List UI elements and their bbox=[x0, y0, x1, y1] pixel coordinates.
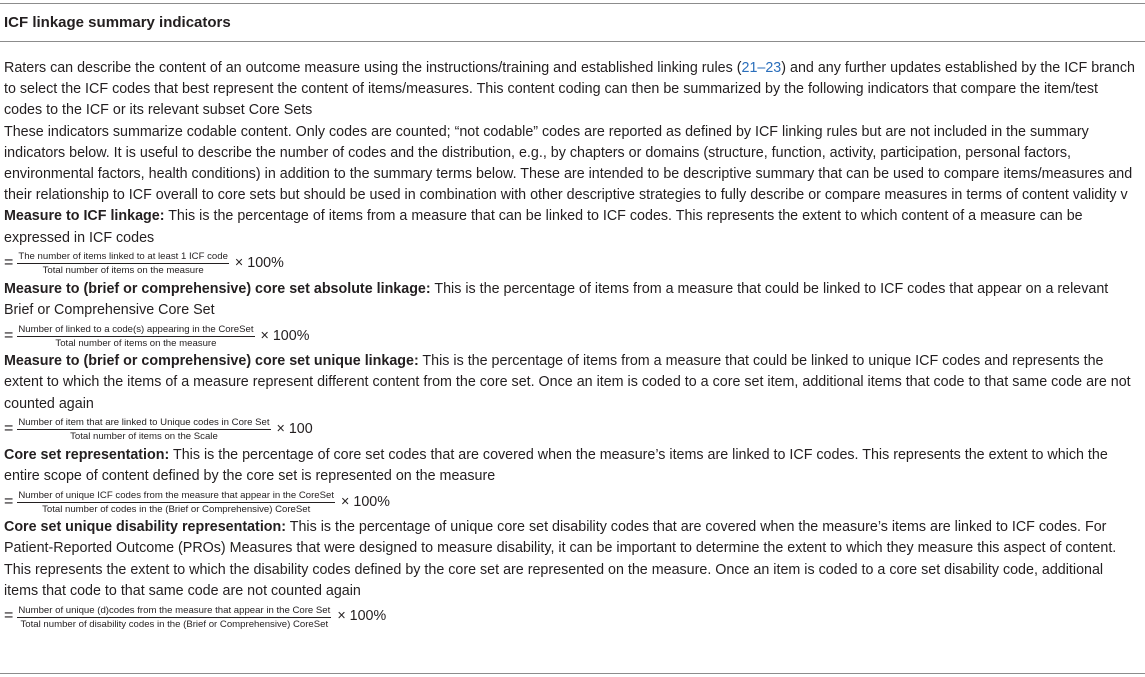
indicator-definition bbox=[4, 206, 1136, 248]
indicator-description: This is the percentage of core set codes that are covered when the measure’s items are linked to ICF codes. This represents the extent to which the entire scope of content defined by the core set is represented on the measure bbox=[4, 446, 1108, 485]
table-body bbox=[4, 58, 1136, 632]
fraction bbox=[17, 417, 270, 442]
equals-sign: = bbox=[4, 492, 14, 510]
indicator-definition bbox=[4, 279, 1136, 321]
fraction-numerator: Number of unique ICF codes from the measure that appear in the CoreSet bbox=[18, 489, 335, 501]
indicator-description: This is the percentage of items from a measure that can be linked to ICF codes. This represents the extent to which content of a measure can be expressed in ICF codes bbox=[4, 208, 1083, 246]
indicator-description: This is the percentage of items from a measure that could be linked to ICF codes that appear on a relevant Brief or Comprehensive Core Set bbox=[4, 280, 1109, 319]
indicator-formula bbox=[4, 487, 1136, 517]
fraction bbox=[17, 251, 229, 276]
header-rule bbox=[0, 41, 1145, 42]
indicator-term: Measure to (brief or comprehensive) core set absolute linkage: bbox=[4, 280, 431, 297]
indicator-formula bbox=[4, 321, 1136, 351]
fraction-denominator: Total number of codes in the (Brief or Comprehensive) CoreSet bbox=[42, 503, 311, 515]
indicator-definition bbox=[4, 445, 1136, 487]
fraction-numerator: Number of item that are linked to Unique codes in Core Set bbox=[18, 417, 270, 429]
intro-text-cont: ) and any further updates established by the ICF branch to select the ICF codes that best represent the content of items/measures. This content coding can then be summarized by the following indicators that compare the item/test codes to the ICF or its relevant subset Core Sets bbox=[4, 60, 1135, 119]
indicator-definition bbox=[4, 351, 1136, 415]
indicator-description: This is the percentage of unique core set disability codes that are covered when the measure’s items are linked to ICF codes. For Patient-Reported Outcome (PROs) Measures that were designed to measure disability, it can be important to determine the extent to which they measure this aspect of content. This represents the extent to which the disability codes defined by the core set are represented on the measure. Once an item is coded to a core set disability code, additional items that code to that same code are not counted again bbox=[4, 519, 1117, 599]
fraction-numerator: Number of unique (d)codes from the measure that appear in the Core Set bbox=[18, 604, 331, 616]
fraction bbox=[17, 490, 335, 515]
indicator-description: This is the percentage of items from a measure that could be linked to unique ICF codes and represents the extent to which the items of a measure represent different content from the core set. Once an item is coded to a core set item, additional items that code to that same code are not counted again bbox=[4, 353, 1131, 412]
indicator-formula bbox=[4, 415, 1136, 445]
fraction-denominator: Total number of items on the Scale bbox=[70, 431, 218, 443]
equals-sign: = bbox=[4, 326, 14, 344]
multiplier: × 100% bbox=[260, 327, 310, 344]
fraction-denominator: Total number of items on the measure bbox=[55, 337, 217, 349]
multiplier: × 100% bbox=[234, 255, 284, 272]
indicator-formula bbox=[4, 249, 1136, 279]
intro-paragraph bbox=[4, 58, 1136, 122]
multiplier: × 100% bbox=[341, 493, 390, 510]
bottom-rule bbox=[0, 673, 1145, 674]
indicator-definition bbox=[4, 517, 1136, 602]
equals-sign: = bbox=[4, 254, 14, 272]
indicator-formula bbox=[4, 602, 1136, 632]
fraction-numerator: Number of linked to a code(s) appearing in the CoreSet bbox=[18, 323, 254, 335]
intro-paragraph-2: These indicators summarize codable content. Only codes are counted; “not codable” codes are reported as defined by ICF linking rules but are not included in the summary indicators below. It is useful to describe the number of codes and the distribution, e.g., by chapters or domains (structure, function, activity, participation, personal factors, environmental factors, health conditions) in addition to the summary terms below. These are intended to be descriptive summary that can be used to compare items/measures and their relationship to ICF overall to core sets but should be used in combination with other descriptive strategies to fully describe or compare measures in terms of content validity v bbox=[4, 123, 1133, 204]
indicator-term: Core set representation: bbox=[4, 446, 170, 463]
fraction bbox=[17, 605, 331, 630]
fraction bbox=[17, 324, 254, 349]
table-title: ICF linkage summary indicators bbox=[4, 14, 231, 31]
intro-text: Raters can describe the content of an outcome measure using the instructions/training and established linking rules ( bbox=[4, 60, 742, 76]
multiplier: × 100% bbox=[337, 608, 387, 625]
fraction-denominator: Total number of disability codes in the (Brief or Comprehensive) CoreSet bbox=[20, 618, 329, 630]
indicator-term: Core set unique disability representation: bbox=[4, 519, 287, 536]
citation-link[interactable]: 21–23 bbox=[741, 60, 782, 76]
equals-sign: = bbox=[4, 420, 14, 438]
fraction-denominator: Total number of items on the measure bbox=[42, 265, 204, 277]
top-rule bbox=[0, 3, 1145, 4]
fraction-numerator: The number of items linked to at least 1 ICF code bbox=[18, 251, 228, 263]
indicator-term: Measure to ICF linkage: bbox=[4, 208, 165, 225]
multiplier: × 100 bbox=[276, 421, 313, 438]
indicator-term: Measure to (brief or comprehensive) core set unique linkage: bbox=[4, 353, 419, 370]
equals-sign: = bbox=[4, 607, 14, 625]
